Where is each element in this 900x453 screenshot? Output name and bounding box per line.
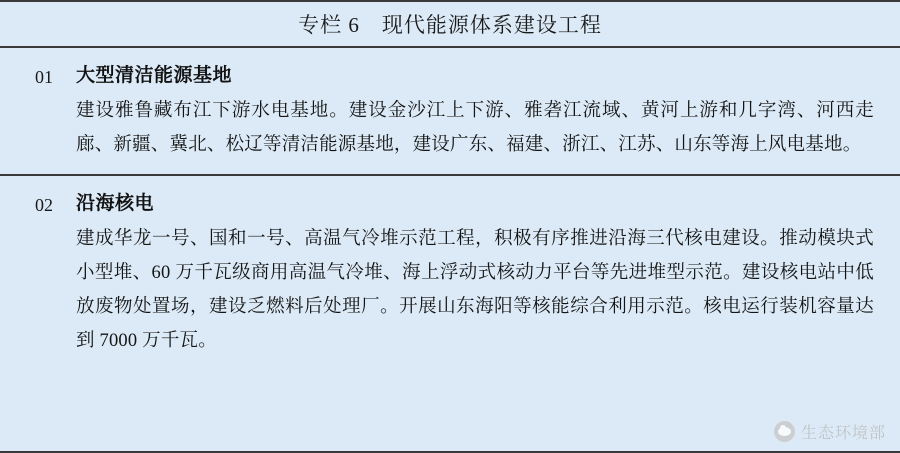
table-title-row [0,2,900,48]
page-title: 专栏 6 现代能源体系建设工程 [298,13,602,37]
entry-body [70,188,874,358]
entry-heading: 大型清洁能源基地 [76,65,233,86]
watermark-label: 生态环境部 [800,425,886,442]
entry-number: 01 [35,67,53,87]
watermark [774,420,886,443]
entry-heading: 沿海核电 [76,193,155,214]
entry-body [70,60,874,162]
entry-text: 建设雅鲁藏布江下游水电基地。建设金沙江上下游、雅砻江流域、黄河上游和几字湾、河西走廊、新疆、冀北、松辽等清洁能源基地，建设广东、福建、浙江、江苏、山东等海上风电基地。 [76,101,874,155]
weibo-icon [774,421,795,442]
entry-text: 建成华龙一号、国和一号、高温气冷堆示范工程，积极有序推进沿海三代核电建设。推动模块式小型堆、60 万千瓦级商用高温气冷堆、海上浮动式核动力平台等先进堆型示范。建设核电站中低放废物处置场，建设乏燃料后处理厂。开展山东海阳等核能综合利用示范。核电运行装机容量达到 7000 万千瓦。 [76,229,874,351]
entry-number: 02 [35,195,53,215]
table-row [0,48,900,174]
table-row [0,174,900,370]
